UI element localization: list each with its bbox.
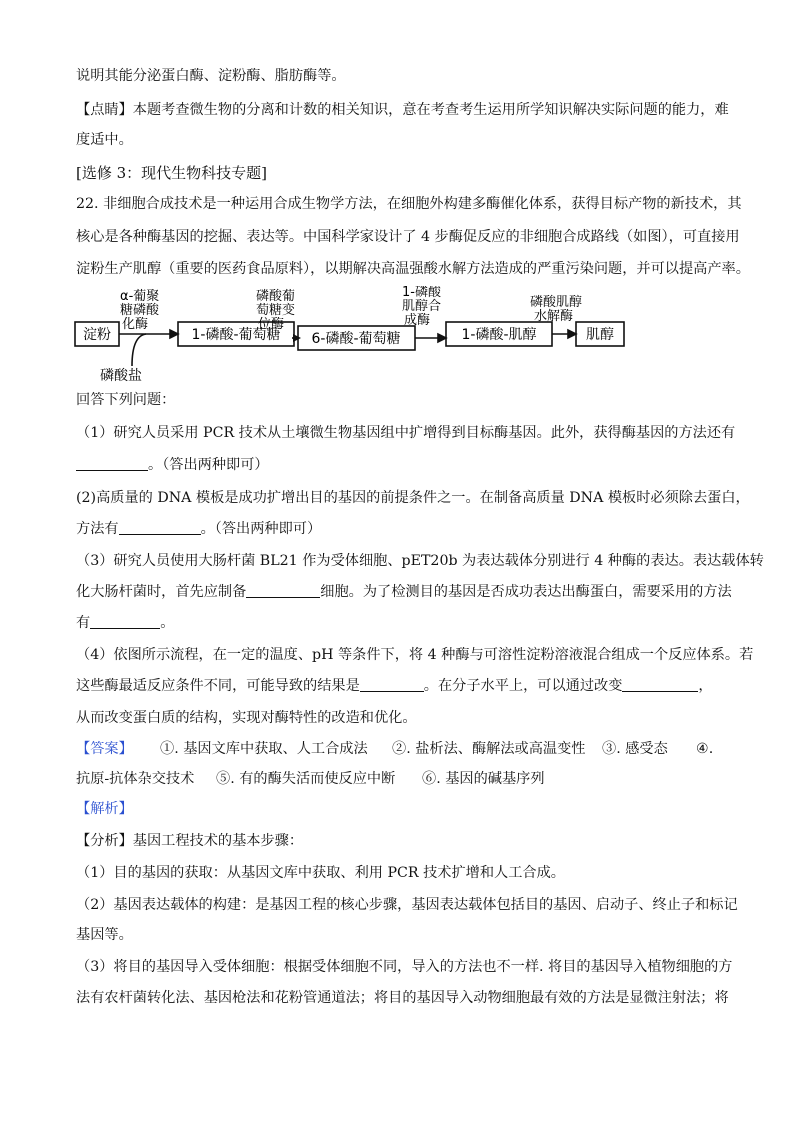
arrow-head <box>438 334 446 342</box>
text-line: 说明其能分泌蛋白酶、淀粉酶、脂肪酶等。 <box>76 68 346 84</box>
question-2: (2)高质量的 DNA 模板是成功扩增出目的基因的前提条件之一。在制备高质量 DNA 模板时必须除去蛋白， <box>76 490 750 506</box>
answer-item: ②. 盐析法、酶解法或高温变性 <box>392 741 586 757</box>
analysis-line: （1）目的基因的获取：从基因文库中获取、利用 PCR 技术扩增和人工合成。 <box>76 865 565 881</box>
svg-text:成酶: 成酶 <box>404 313 431 328</box>
answer-blank[interactable] <box>622 677 698 692</box>
answer-item: 抗原-抗体杂交技术 <box>76 771 195 787</box>
comment-line: 【点睛】本题考查微生物的分离和计数的相关知识，意在考查考生运用所学知识解决实际问题的能力，难 <box>76 102 729 118</box>
text-span: 。 <box>160 615 175 631</box>
question-1-blank-line <box>76 455 269 475</box>
question-3-blank-line <box>76 613 174 633</box>
svg-text:肌醇合: 肌醇合 <box>402 299 442 314</box>
arrow-head <box>170 330 178 338</box>
svg-text:糖磷酸: 糖磷酸 <box>120 303 160 318</box>
svg-text:萄糖变: 萄糖变 <box>256 303 296 318</box>
prompt-line: 回答下列问题： <box>76 392 176 408</box>
answer-blank[interactable] <box>119 520 201 535</box>
svg-text:磷酸肌醇: 磷酸肌醇 <box>530 295 583 310</box>
substrate-label: 磷酸盐 <box>100 368 142 384</box>
question-stem: 淀粉生产肌醇（重要的医药食品原料），以期解决高温强酸水解方法造成的严重污染问题，并可以提高产率。 <box>76 261 750 277</box>
analysis-line: （2）基因表达载体的构建：是基因工程的核心步骤，基因表达载体包括目的基因、启动子、终止子和标记 <box>76 897 738 913</box>
text-span: 化大肠杆菌时，首先应制备 <box>76 584 247 600</box>
arrow-head <box>293 330 301 346</box>
answer-blank[interactable] <box>246 583 320 598</box>
text-span: 。（答出两种即可） <box>148 457 269 473</box>
pathway-diagram <box>70 286 630 386</box>
node-inositol <box>576 322 624 346</box>
node-g6p <box>298 326 415 350</box>
question-4-blank-line <box>76 676 713 696</box>
section-heading: [选修 3：现代生物科技专题] <box>76 164 268 182</box>
answer-blank[interactable] <box>90 614 160 629</box>
node-label: 肌醇 <box>586 327 614 343</box>
enzyme-label-4 <box>530 294 582 324</box>
svg-text:α-葡聚: α-葡聚 <box>120 289 160 304</box>
text-span: 细胞。为了检测目的基因是否成功表达出酶蛋白，需要采用的方法 <box>320 584 732 600</box>
node-label: 6-磷酸-葡萄糖 <box>311 331 401 347</box>
text-span: 这些酶最适反应条件不同，可能导致的结果是 <box>76 678 360 694</box>
phosphate-curve <box>132 334 146 366</box>
text-span: ， <box>698 678 713 694</box>
text-line: 度适中。 <box>76 132 133 148</box>
node-label: 1-磷酸-肌醇 <box>461 327 537 343</box>
question-stem: 核心是各种酶基因的挖掘、表达等。中国科学家设计了 4 步酶促反应的非细胞合成路线（如图），可直接用 <box>76 229 740 245</box>
analysis-line: 【分析】基因工程技术的基本步骤： <box>76 833 304 849</box>
svg-text:水解酶: 水解酶 <box>534 309 574 324</box>
text-span: 。在分子水平上，可以通过改变 <box>423 678 623 694</box>
svg-text:化酶: 化酶 <box>122 317 149 332</box>
answer-item: ⑤. 有的酶失活而使反应中断 <box>216 771 396 787</box>
text-span: 方法有 <box>76 521 119 537</box>
svg-text:1-磷酸: 1-磷酸 <box>402 286 441 300</box>
question-1: （1）研究人员采用 PCR 技术从土壤微生物基因组中扩增得到目标酶基因。此外，获得酶基因的方法还有 <box>76 425 736 441</box>
question-2-blank-line <box>76 519 321 539</box>
question-3: （3）研究人员使用大肠杆菌 BL21 作为受体细胞、pET20b 为表达载体分别进行 4 种酶的表达。表达载体转 <box>76 553 764 569</box>
enzyme-label-2 <box>256 288 295 332</box>
question-4: （4）依图所示流程，在一定的温度、pH 等条件下，将 4 种酶与可溶性淀粉溶液混合组成一个反应体系。若 <box>76 647 754 663</box>
answer-label: 【答案】 <box>76 741 133 757</box>
answer-item: ③. 感受态 <box>602 741 668 757</box>
svg-text:磷酸葡: 磷酸葡 <box>256 289 296 304</box>
node-i1p <box>446 322 552 346</box>
question-stem: 22. 非细胞合成技术是一种运用合成生物学方法，在细胞外构建多酶催化体系，获得目标产物的新技术，其 <box>76 196 742 212</box>
node-label: 淀粉 <box>83 327 111 343</box>
answer-item: ①. 基因文库中获取、人工合成法 <box>160 741 368 757</box>
arrow-head <box>568 330 576 338</box>
node-starch <box>75 322 119 346</box>
answer-blank[interactable] <box>360 677 424 692</box>
node-label: 1-磷酸-葡萄糖 <box>191 327 281 343</box>
svg-text:位酶: 位酶 <box>258 317 285 332</box>
answer-line <box>76 769 716 789</box>
answer-line <box>76 739 716 759</box>
answer-item: ⑥. 基因的碱基序列 <box>422 771 545 787</box>
answer-item: ④. <box>696 741 714 757</box>
analysis-line: 法有农杆菌转化法、基因枪法和花粉管通道法；将目的基因导入动物细胞最有效的方法是显微注射法；将 <box>76 990 729 1006</box>
analysis-line: （3）将目的基因导入受体细胞：根据受体细胞不同，导入的方法也不一样. 将目的基因导入植物细胞的方 <box>76 959 733 975</box>
enzyme-label-3 <box>402 286 442 328</box>
enzyme-label-1 <box>120 289 160 332</box>
text-span: 有 <box>76 615 91 631</box>
analysis-line: 基因等。 <box>76 927 133 943</box>
answer-blank[interactable] <box>76 456 148 471</box>
question-4-tail: 从而改变蛋白质的结构，实现对酶特性的改造和优化。 <box>76 710 417 726</box>
question-3-blank-line <box>76 582 732 602</box>
text-span: 。（答出两种即可） <box>200 521 322 537</box>
analysis-label: 【解析】 <box>76 801 133 817</box>
